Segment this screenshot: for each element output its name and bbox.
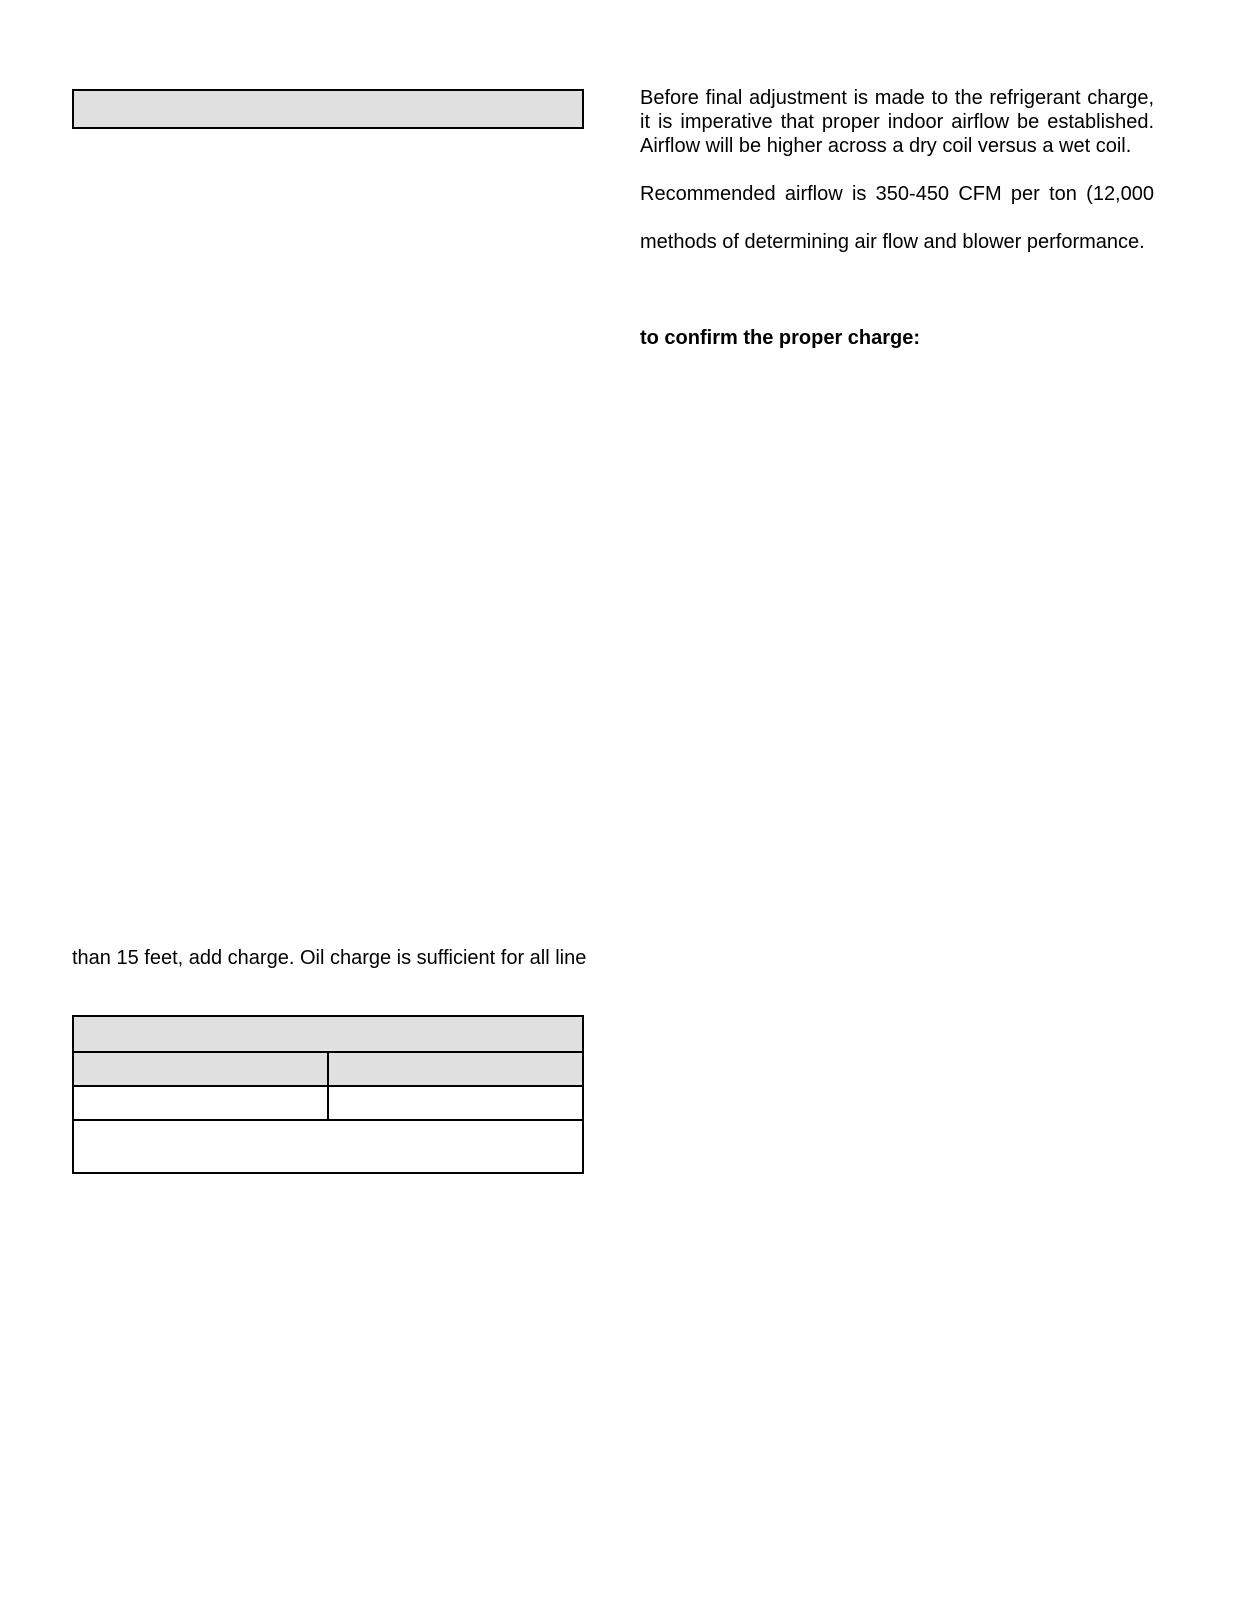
airflow-paragraph: Before final adjustment is made to the refrigerant charge, it is imperative that proper indoor airflow be established. Airflow will be higher across a dry coil versus a wet coil. — [640, 87, 1154, 157]
table-row — [74, 1085, 582, 1119]
table-footer-row — [74, 1119, 582, 1172]
table-cell — [74, 1087, 327, 1119]
table-title-row — [74, 1017, 582, 1051]
recommended-airflow-line: Recommended airflow is 350-450 CFM per ton (12,000 — [640, 183, 1154, 205]
body-text-fragment: than 15 feet, add charge. Oil charge is sufficient for all line — [72, 947, 587, 969]
table-footer — [74, 1121, 582, 1172]
table-header-cell — [327, 1053, 582, 1085]
charge-table — [72, 1015, 584, 1174]
table-header-row — [74, 1051, 582, 1085]
table-header-cell — [74, 1053, 327, 1085]
table-title — [74, 1017, 582, 1051]
methods-line: methods of determining air flow and blower performance. — [640, 231, 1145, 253]
confirm-charge-heading: to confirm the proper charge: — [640, 327, 921, 349]
section-header-box — [72, 89, 584, 129]
right-column — [640, 86, 1154, 350]
table-cell — [327, 1087, 582, 1119]
